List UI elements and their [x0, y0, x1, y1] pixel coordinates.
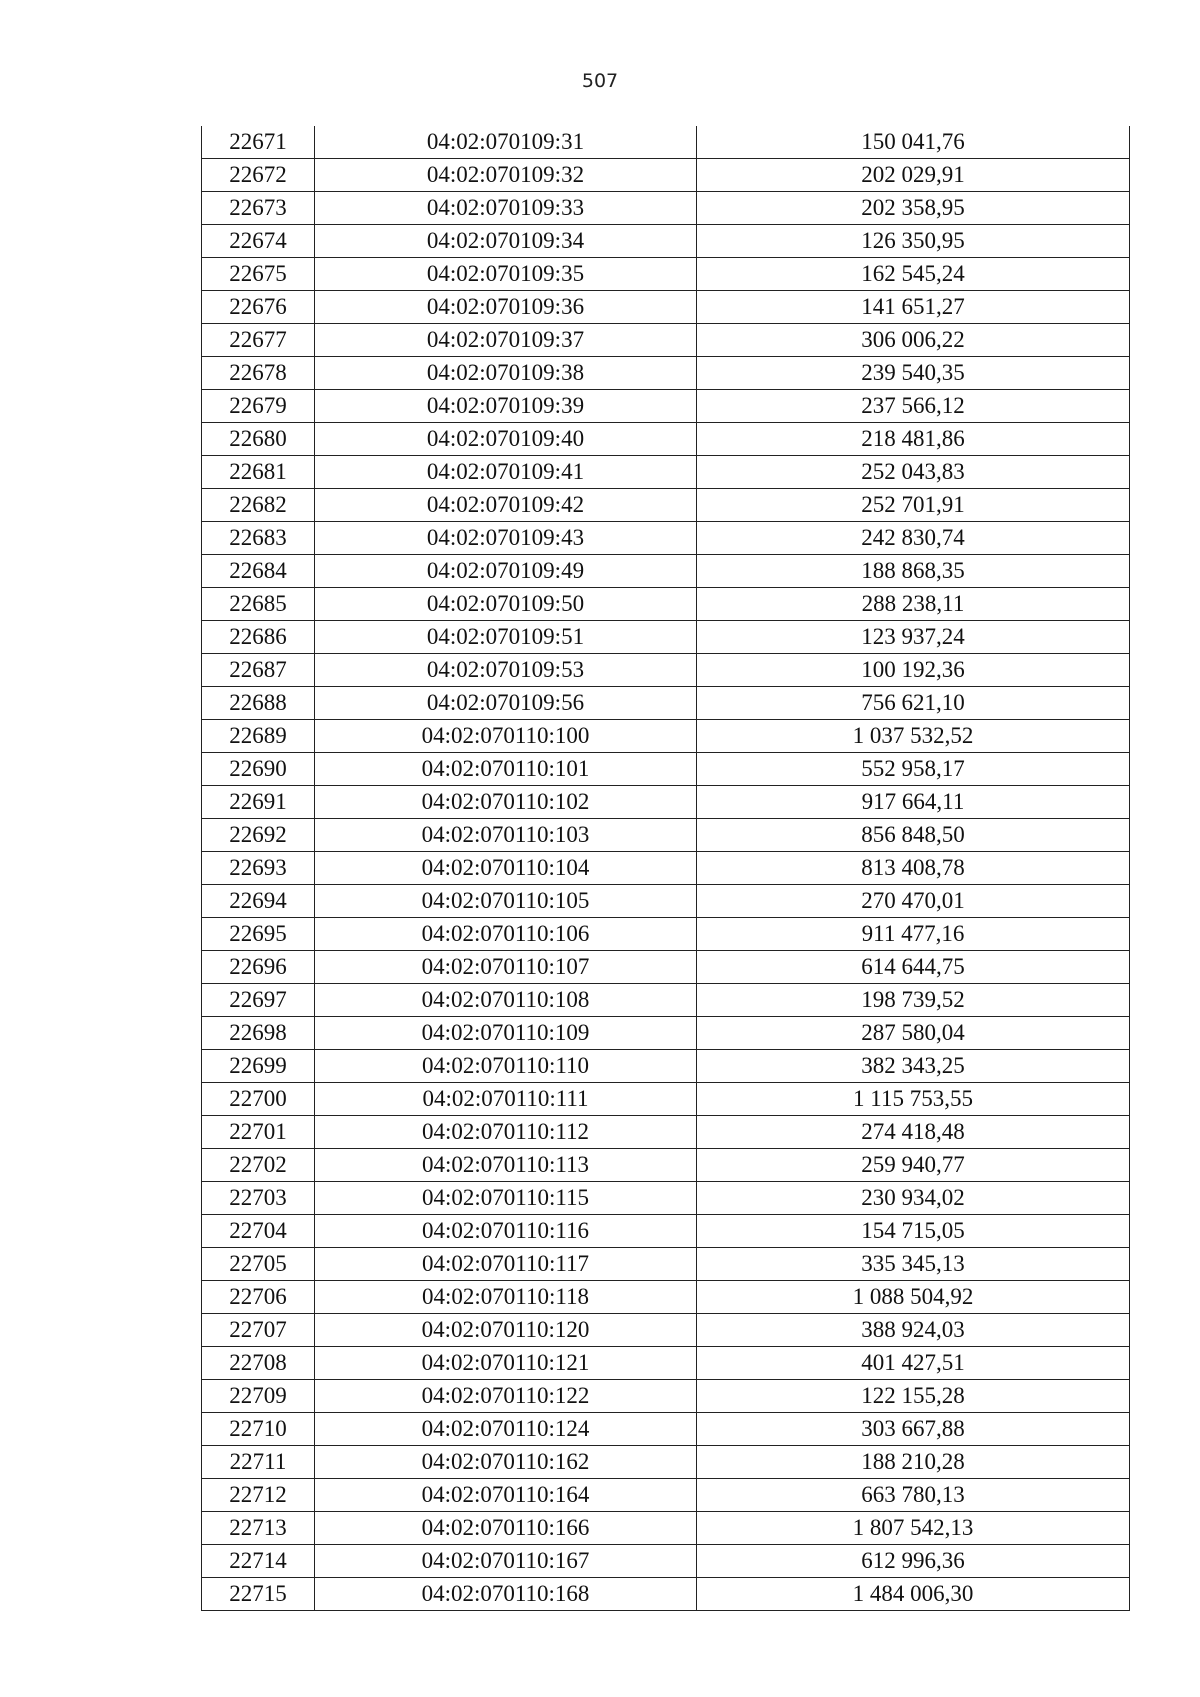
table-row [202, 1281, 1130, 1314]
table-row [202, 918, 1130, 951]
table-row [202, 1347, 1130, 1380]
table-row [202, 1512, 1130, 1545]
cadastral-value-cell: 270 470,01 [697, 885, 1130, 918]
cadastral-number-cell: 04:02:070109:33 [315, 192, 697, 225]
cadastral-value-cell: 756 621,10 [697, 687, 1130, 720]
cadastral-value-cell: 123 937,24 [697, 621, 1130, 654]
row-number-cell: 22691 [202, 786, 315, 819]
cadastral-value-cell: 288 238,11 [697, 588, 1130, 621]
cadastral-number-cell: 04:02:070110:113 [315, 1149, 697, 1182]
cadastral-value-cell: 202 029,91 [697, 159, 1130, 192]
row-number-cell: 22700 [202, 1083, 315, 1116]
row-number-cell: 22715 [202, 1578, 315, 1611]
row-number-cell: 22702 [202, 1149, 315, 1182]
row-number-cell: 22694 [202, 885, 315, 918]
row-number-cell: 22676 [202, 291, 315, 324]
table-row [202, 621, 1130, 654]
cadastral-number-cell: 04:02:070109:38 [315, 357, 697, 390]
row-number-cell: 22680 [202, 423, 315, 456]
row-number-cell: 22677 [202, 324, 315, 357]
row-number-cell: 22687 [202, 654, 315, 687]
cadastral-number-cell: 04:02:070110:105 [315, 885, 697, 918]
cadastral-value-cell: 552 958,17 [697, 753, 1130, 786]
table-row [202, 126, 1130, 159]
cadastral-number-cell: 04:02:070110:104 [315, 852, 697, 885]
table-row [202, 522, 1130, 555]
row-number-cell: 22681 [202, 456, 315, 489]
table-row [202, 819, 1130, 852]
cadastral-value-cell: 242 830,74 [697, 522, 1130, 555]
cadastral-value-cell: 154 715,05 [697, 1215, 1130, 1248]
cadastral-value-cell: 198 739,52 [697, 984, 1130, 1017]
cadastral-value-cell: 162 545,24 [697, 258, 1130, 291]
row-number-cell: 22686 [202, 621, 315, 654]
row-number-cell: 22696 [202, 951, 315, 984]
row-number-cell: 22683 [202, 522, 315, 555]
table-row [202, 324, 1130, 357]
row-number-cell: 22682 [202, 489, 315, 522]
table-row [202, 984, 1130, 1017]
cadastral-number-cell: 04:02:070110:116 [315, 1215, 697, 1248]
cadastral-number-cell: 04:02:070110:106 [315, 918, 697, 951]
cadastral-number-cell: 04:02:070109:51 [315, 621, 697, 654]
row-number-cell: 22692 [202, 819, 315, 852]
table-row [202, 456, 1130, 489]
cadastral-value-cell: 813 408,78 [697, 852, 1130, 885]
cadastral-number-cell: 04:02:070110:108 [315, 984, 697, 1017]
cadastral-number-cell: 04:02:070109:34 [315, 225, 697, 258]
row-number-cell: 22695 [202, 918, 315, 951]
cadastral-value-cell: 252 701,91 [697, 489, 1130, 522]
cadastral-value-cell: 237 566,12 [697, 390, 1130, 423]
table-row [202, 588, 1130, 621]
row-number-cell: 22704 [202, 1215, 315, 1248]
row-number-cell: 22689 [202, 720, 315, 753]
row-number-cell: 22678 [202, 357, 315, 390]
row-number-cell: 22675 [202, 258, 315, 291]
cadastral-value-cell: 274 418,48 [697, 1116, 1130, 1149]
cadastral-number-cell: 04:02:070110:111 [315, 1083, 697, 1116]
table-row [202, 1083, 1130, 1116]
cadastral-value-cell: 100 192,36 [697, 654, 1130, 687]
row-number-cell: 22697 [202, 984, 315, 1017]
cadastral-value-cell: 218 481,86 [697, 423, 1130, 456]
table-row [202, 1017, 1130, 1050]
row-number-cell: 22712 [202, 1479, 315, 1512]
cadastral-number-cell: 04:02:070109:49 [315, 555, 697, 588]
cadastral-value-cell: 1 088 504,92 [697, 1281, 1130, 1314]
cadastral-number-cell: 04:02:070110:120 [315, 1314, 697, 1347]
table-row [202, 423, 1130, 456]
row-number-cell: 22674 [202, 225, 315, 258]
row-number-cell: 22685 [202, 588, 315, 621]
cadastral-number-cell: 04:02:070109:35 [315, 258, 697, 291]
row-number-cell: 22673 [202, 192, 315, 225]
cadastral-number-cell: 04:02:070109:31 [315, 126, 697, 159]
cadastral-value-cell: 388 924,03 [697, 1314, 1130, 1347]
cadastral-number-cell: 04:02:070109:56 [315, 687, 697, 720]
table-row [202, 1215, 1130, 1248]
cadastral-number-cell: 04:02:070110:118 [315, 1281, 697, 1314]
row-number-cell: 22713 [202, 1512, 315, 1545]
cadastral-value-cell: 287 580,04 [697, 1017, 1130, 1050]
table-row [202, 720, 1130, 753]
cadastral-number-cell: 04:02:070110:121 [315, 1347, 697, 1380]
cadastral-value-table [201, 126, 1130, 1611]
cadastral-number-cell: 04:02:070110:122 [315, 1380, 697, 1413]
row-number-cell: 22701 [202, 1116, 315, 1149]
table-row [202, 687, 1130, 720]
table-row [202, 1314, 1130, 1347]
row-number-cell: 22688 [202, 687, 315, 720]
table-row [202, 555, 1130, 588]
row-number-cell: 22672 [202, 159, 315, 192]
table-row [202, 1149, 1130, 1182]
table-row [202, 885, 1130, 918]
row-number-cell: 22699 [202, 1050, 315, 1083]
cadastral-value-cell: 141 651,27 [697, 291, 1130, 324]
cadastral-value-cell: 335 345,13 [697, 1248, 1130, 1281]
cadastral-number-cell: 04:02:070110:103 [315, 819, 697, 852]
table-row [202, 852, 1130, 885]
cadastral-value-cell: 911 477,16 [697, 918, 1130, 951]
cadastral-value-cell: 122 155,28 [697, 1380, 1130, 1413]
cadastral-number-cell: 04:02:070110:109 [315, 1017, 697, 1050]
row-number-cell: 22710 [202, 1413, 315, 1446]
row-number-cell: 22679 [202, 390, 315, 423]
cadastral-value-cell: 188 868,35 [697, 555, 1130, 588]
cadastral-number-cell: 04:02:070109:37 [315, 324, 697, 357]
cadastral-value-cell: 239 540,35 [697, 357, 1130, 390]
page-number: 507 [581, 70, 619, 92]
cadastral-number-cell: 04:02:070110:115 [315, 1182, 697, 1215]
row-number-cell: 22693 [202, 852, 315, 885]
cadastral-number-cell: 04:02:070110:166 [315, 1512, 697, 1545]
table-row [202, 1380, 1130, 1413]
cadastral-number-cell: 04:02:070110:117 [315, 1248, 697, 1281]
cadastral-number-cell: 04:02:070110:164 [315, 1479, 697, 1512]
cadastral-number-cell: 04:02:070110:112 [315, 1116, 697, 1149]
cadastral-value-cell: 303 667,88 [697, 1413, 1130, 1446]
row-number-cell: 22711 [202, 1446, 315, 1479]
table-body [202, 126, 1130, 1611]
cadastral-number-cell: 04:02:070109:42 [315, 489, 697, 522]
cadastral-number-cell: 04:02:070109:32 [315, 159, 697, 192]
cadastral-value-cell: 202 358,95 [697, 192, 1130, 225]
row-number-cell: 22703 [202, 1182, 315, 1215]
table-row [202, 753, 1130, 786]
row-number-cell: 22708 [202, 1347, 315, 1380]
table-row [202, 159, 1130, 192]
cadastral-value-cell: 150 041,76 [697, 126, 1130, 159]
cadastral-value-cell: 856 848,50 [697, 819, 1130, 852]
cadastral-value-cell: 252 043,83 [697, 456, 1130, 489]
cadastral-number-cell: 04:02:070109:53 [315, 654, 697, 687]
cadastral-number-cell: 04:02:070109:36 [315, 291, 697, 324]
cadastral-value-cell: 126 350,95 [697, 225, 1130, 258]
cadastral-number-cell: 04:02:070110:167 [315, 1545, 697, 1578]
cadastral-value-cell: 1 807 542,13 [697, 1512, 1130, 1545]
cadastral-number-cell: 04:02:070110:102 [315, 786, 697, 819]
cadastral-number-cell: 04:02:070110:124 [315, 1413, 697, 1446]
row-number-cell: 22714 [202, 1545, 315, 1578]
cadastral-number-cell: 04:02:070110:110 [315, 1050, 697, 1083]
cadastral-value-cell: 614 644,75 [697, 951, 1130, 984]
table-row [202, 1116, 1130, 1149]
cadastral-number-cell: 04:02:070110:168 [315, 1578, 697, 1611]
table-row [202, 258, 1130, 291]
cadastral-value-cell: 612 996,36 [697, 1545, 1130, 1578]
row-number-cell: 22698 [202, 1017, 315, 1050]
cadastral-value-cell: 306 006,22 [697, 324, 1130, 357]
cadastral-number-cell: 04:02:070109:50 [315, 588, 697, 621]
row-number-cell: 22705 [202, 1248, 315, 1281]
cadastral-value-cell: 1 037 532,52 [697, 720, 1130, 753]
row-number-cell: 22684 [202, 555, 315, 588]
cadastral-number-cell: 04:02:070110:100 [315, 720, 697, 753]
cadastral-number-cell: 04:02:070109:39 [315, 390, 697, 423]
table-row [202, 225, 1130, 258]
cadastral-number-cell: 04:02:070109:41 [315, 456, 697, 489]
row-number-cell: 22706 [202, 1281, 315, 1314]
table-row [202, 1479, 1130, 1512]
cadastral-value-cell: 382 343,25 [697, 1050, 1130, 1083]
table-row [202, 1182, 1130, 1215]
table-row [202, 786, 1130, 819]
cadastral-number-cell: 04:02:070110:107 [315, 951, 697, 984]
row-number-cell: 22671 [202, 126, 315, 159]
cadastral-value-cell: 1 115 753,55 [697, 1083, 1130, 1116]
cadastral-value-cell: 917 664,11 [697, 786, 1130, 819]
table-row [202, 390, 1130, 423]
table-row [202, 654, 1130, 687]
table-row [202, 291, 1130, 324]
cadastral-value-cell: 1 484 006,30 [697, 1578, 1130, 1611]
cadastral-value-cell: 259 940,77 [697, 1149, 1130, 1182]
table-row [202, 1248, 1130, 1281]
cadastral-number-cell: 04:02:070109:43 [315, 522, 697, 555]
table-row [202, 1578, 1130, 1611]
table-row [202, 489, 1130, 522]
table-row [202, 1545, 1130, 1578]
table-row [202, 951, 1130, 984]
row-number-cell: 22707 [202, 1314, 315, 1347]
table-row [202, 357, 1130, 390]
cadastral-value-cell: 230 934,02 [697, 1182, 1130, 1215]
cadastral-value-cell: 663 780,13 [697, 1479, 1130, 1512]
cadastral-number-cell: 04:02:070109:40 [315, 423, 697, 456]
table-row [202, 192, 1130, 225]
cadastral-number-cell: 04:02:070110:101 [315, 753, 697, 786]
table-row [202, 1050, 1130, 1083]
table-row [202, 1446, 1130, 1479]
cadastral-value-cell: 401 427,51 [697, 1347, 1130, 1380]
row-number-cell: 22709 [202, 1380, 315, 1413]
table-row [202, 1413, 1130, 1446]
cadastral-value-cell: 188 210,28 [697, 1446, 1130, 1479]
cadastral-number-cell: 04:02:070110:162 [315, 1446, 697, 1479]
row-number-cell: 22690 [202, 753, 315, 786]
